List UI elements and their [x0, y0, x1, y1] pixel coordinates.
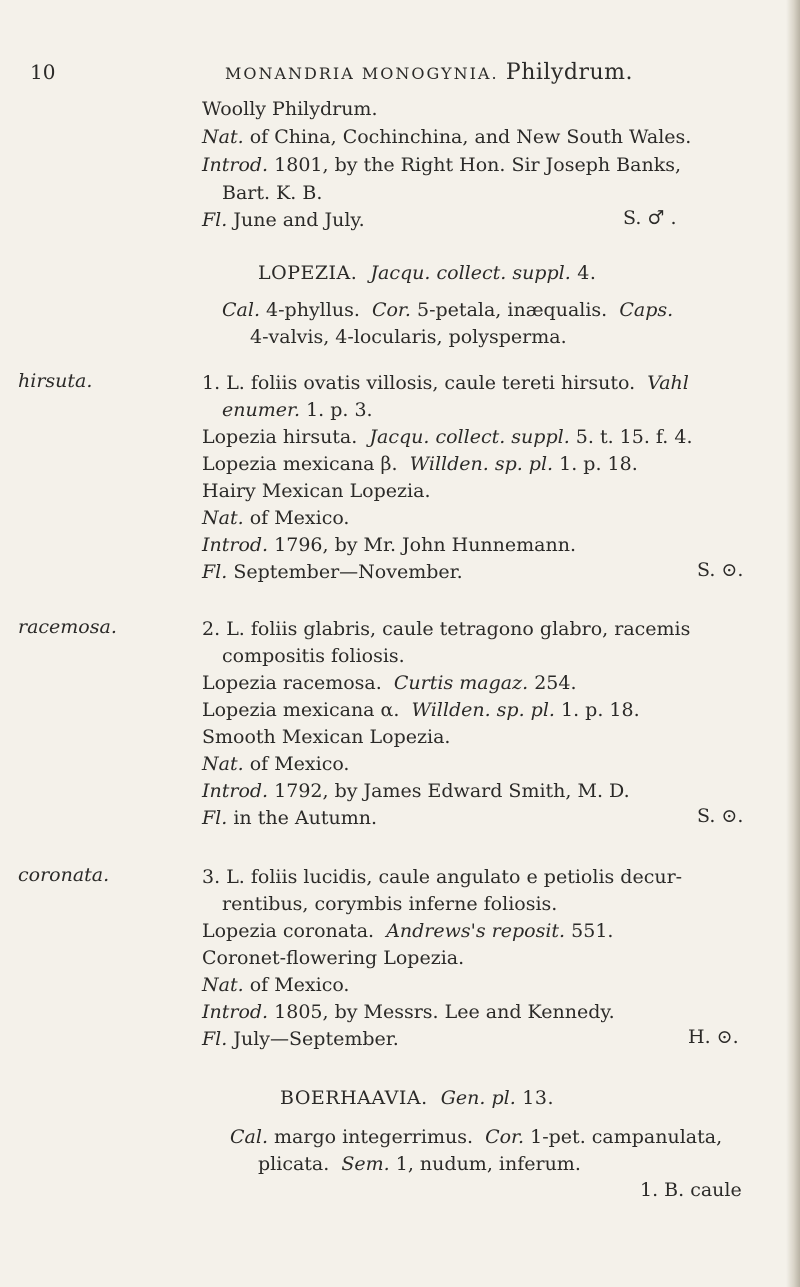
racemosa-synonym-1: Lopezia racemosa. Curtis magaz. 254.: [202, 672, 577, 694]
racemosa-status: S. ⊙.: [697, 805, 744, 827]
hirsuta-english-name: Hairy Mexican Lopezia.: [202, 480, 431, 502]
margin-label-coronata: coronata.: [18, 864, 110, 886]
racemosa-diagnosis-cont: compositis foliosis.: [222, 645, 405, 667]
margin-label-hirsuta: hirsuta.: [18, 370, 93, 392]
boerhaavia-character-1: Cal. margo integerrimus. Cor. 1-pet. campanulata,: [230, 1126, 723, 1148]
coronata-synonym-1: Lopezia coronata. Andrews's reposit. 551.: [202, 920, 614, 942]
hirsuta-diagnosis-cont: enumer. 1. p. 3.: [222, 399, 373, 421]
hirsuta-synonym-1: Lopezia hirsuta. Jacqu. collect. suppl. 5. t. 15. f. 4.: [202, 426, 693, 448]
racemosa-fl: Fl. in the Autumn.: [202, 807, 377, 829]
hirsuta-diagnosis: 1. L. foliis ovatis villosis, caule tereti hirsuto. Vahl: [202, 372, 689, 394]
boerhaavia-character-2: plicata. Sem. 1, nudum, inferum.: [258, 1153, 581, 1175]
racemosa-english-name: Smooth Mexican Lopezia.: [202, 726, 451, 748]
coronata-english-name: Coronet-flowering Lopezia.: [202, 947, 465, 969]
coronata-nat: Nat. of Mexico.: [202, 974, 350, 996]
hirsuta-synonym-2: Lopezia mexicana β. Willden. sp. pl. 1. p. 18.: [202, 453, 638, 475]
racemosa-diagnosis: 2. L. foliis glabris, caule tetragono glabro, racemis: [202, 618, 691, 640]
racemosa-synonym-2: Lopezia mexicana α. Willden. sp. pl. 1. p. 18.: [202, 699, 640, 721]
lopezia-character-2: 4-valvis, 4-locularis, polysperma.: [250, 326, 567, 348]
coronata-fl: Fl. July—September.: [202, 1028, 399, 1050]
hirsuta-introd: Introd. 1796, by Mr. John Hunnemann.: [202, 534, 577, 556]
coronata-diagnosis-cont: rentibus, corymbis inferne foliosis.: [222, 893, 558, 915]
racemosa-nat: Nat. of Mexico.: [202, 753, 350, 775]
hirsuta-nat: Nat. of Mexico.: [202, 507, 350, 529]
hirsuta-status: S. ⊙.: [697, 559, 744, 581]
hirsuta-fl: Fl. September—November.: [202, 561, 463, 583]
running-head-classes: MONANDRIA MONOGYNIA.: [225, 64, 499, 83]
philydrum-introd-cont: Bart. K. B.: [222, 182, 323, 204]
philydrum-fl: Fl. June and July.: [202, 209, 365, 231]
boerhaavia-genus-heading: BOERHAAVIA. Gen. pl. 13.: [280, 1087, 555, 1109]
coronata-introd: Introd. 1805, by Messrs. Lee and Kennedy.: [202, 1001, 615, 1023]
catchword: 1. B. caule: [640, 1179, 742, 1201]
philydrum-name: Woolly Philydrum.: [202, 98, 378, 120]
coronata-status: H. ⊙.: [688, 1026, 739, 1048]
coronata-diagnosis: 3. L. foliis lucidis, caule angulato e petiolis decur-: [202, 866, 683, 888]
philydrum-introd: Introd. 1801, by the Right Hon. Sir Joseph Banks,: [202, 154, 681, 176]
running-head-genus: Philydrum.: [505, 60, 633, 85]
lopezia-genus-heading: LOPEZIA. Jacqu. collect. suppl. 4.: [258, 262, 597, 284]
philydrum-nat: Nat. of China, Cochinchina, and New South Wales.: [202, 126, 692, 148]
lopezia-character-1: Cal. 4-phyllus. Cor. 5-petala, inæqualis. Caps.: [222, 299, 674, 321]
running-head: [225, 60, 633, 85]
philydrum-status: S. ♂ .: [623, 207, 677, 229]
running-header: [0, 56, 790, 96]
racemosa-introd: Introd. 1792, by James Edward Smith, M. D.: [202, 780, 630, 802]
margin-label-racemosa: racemosa.: [18, 616, 117, 638]
page-number: 10: [30, 60, 56, 84]
page-edge-shadow: [786, 0, 800, 1287]
